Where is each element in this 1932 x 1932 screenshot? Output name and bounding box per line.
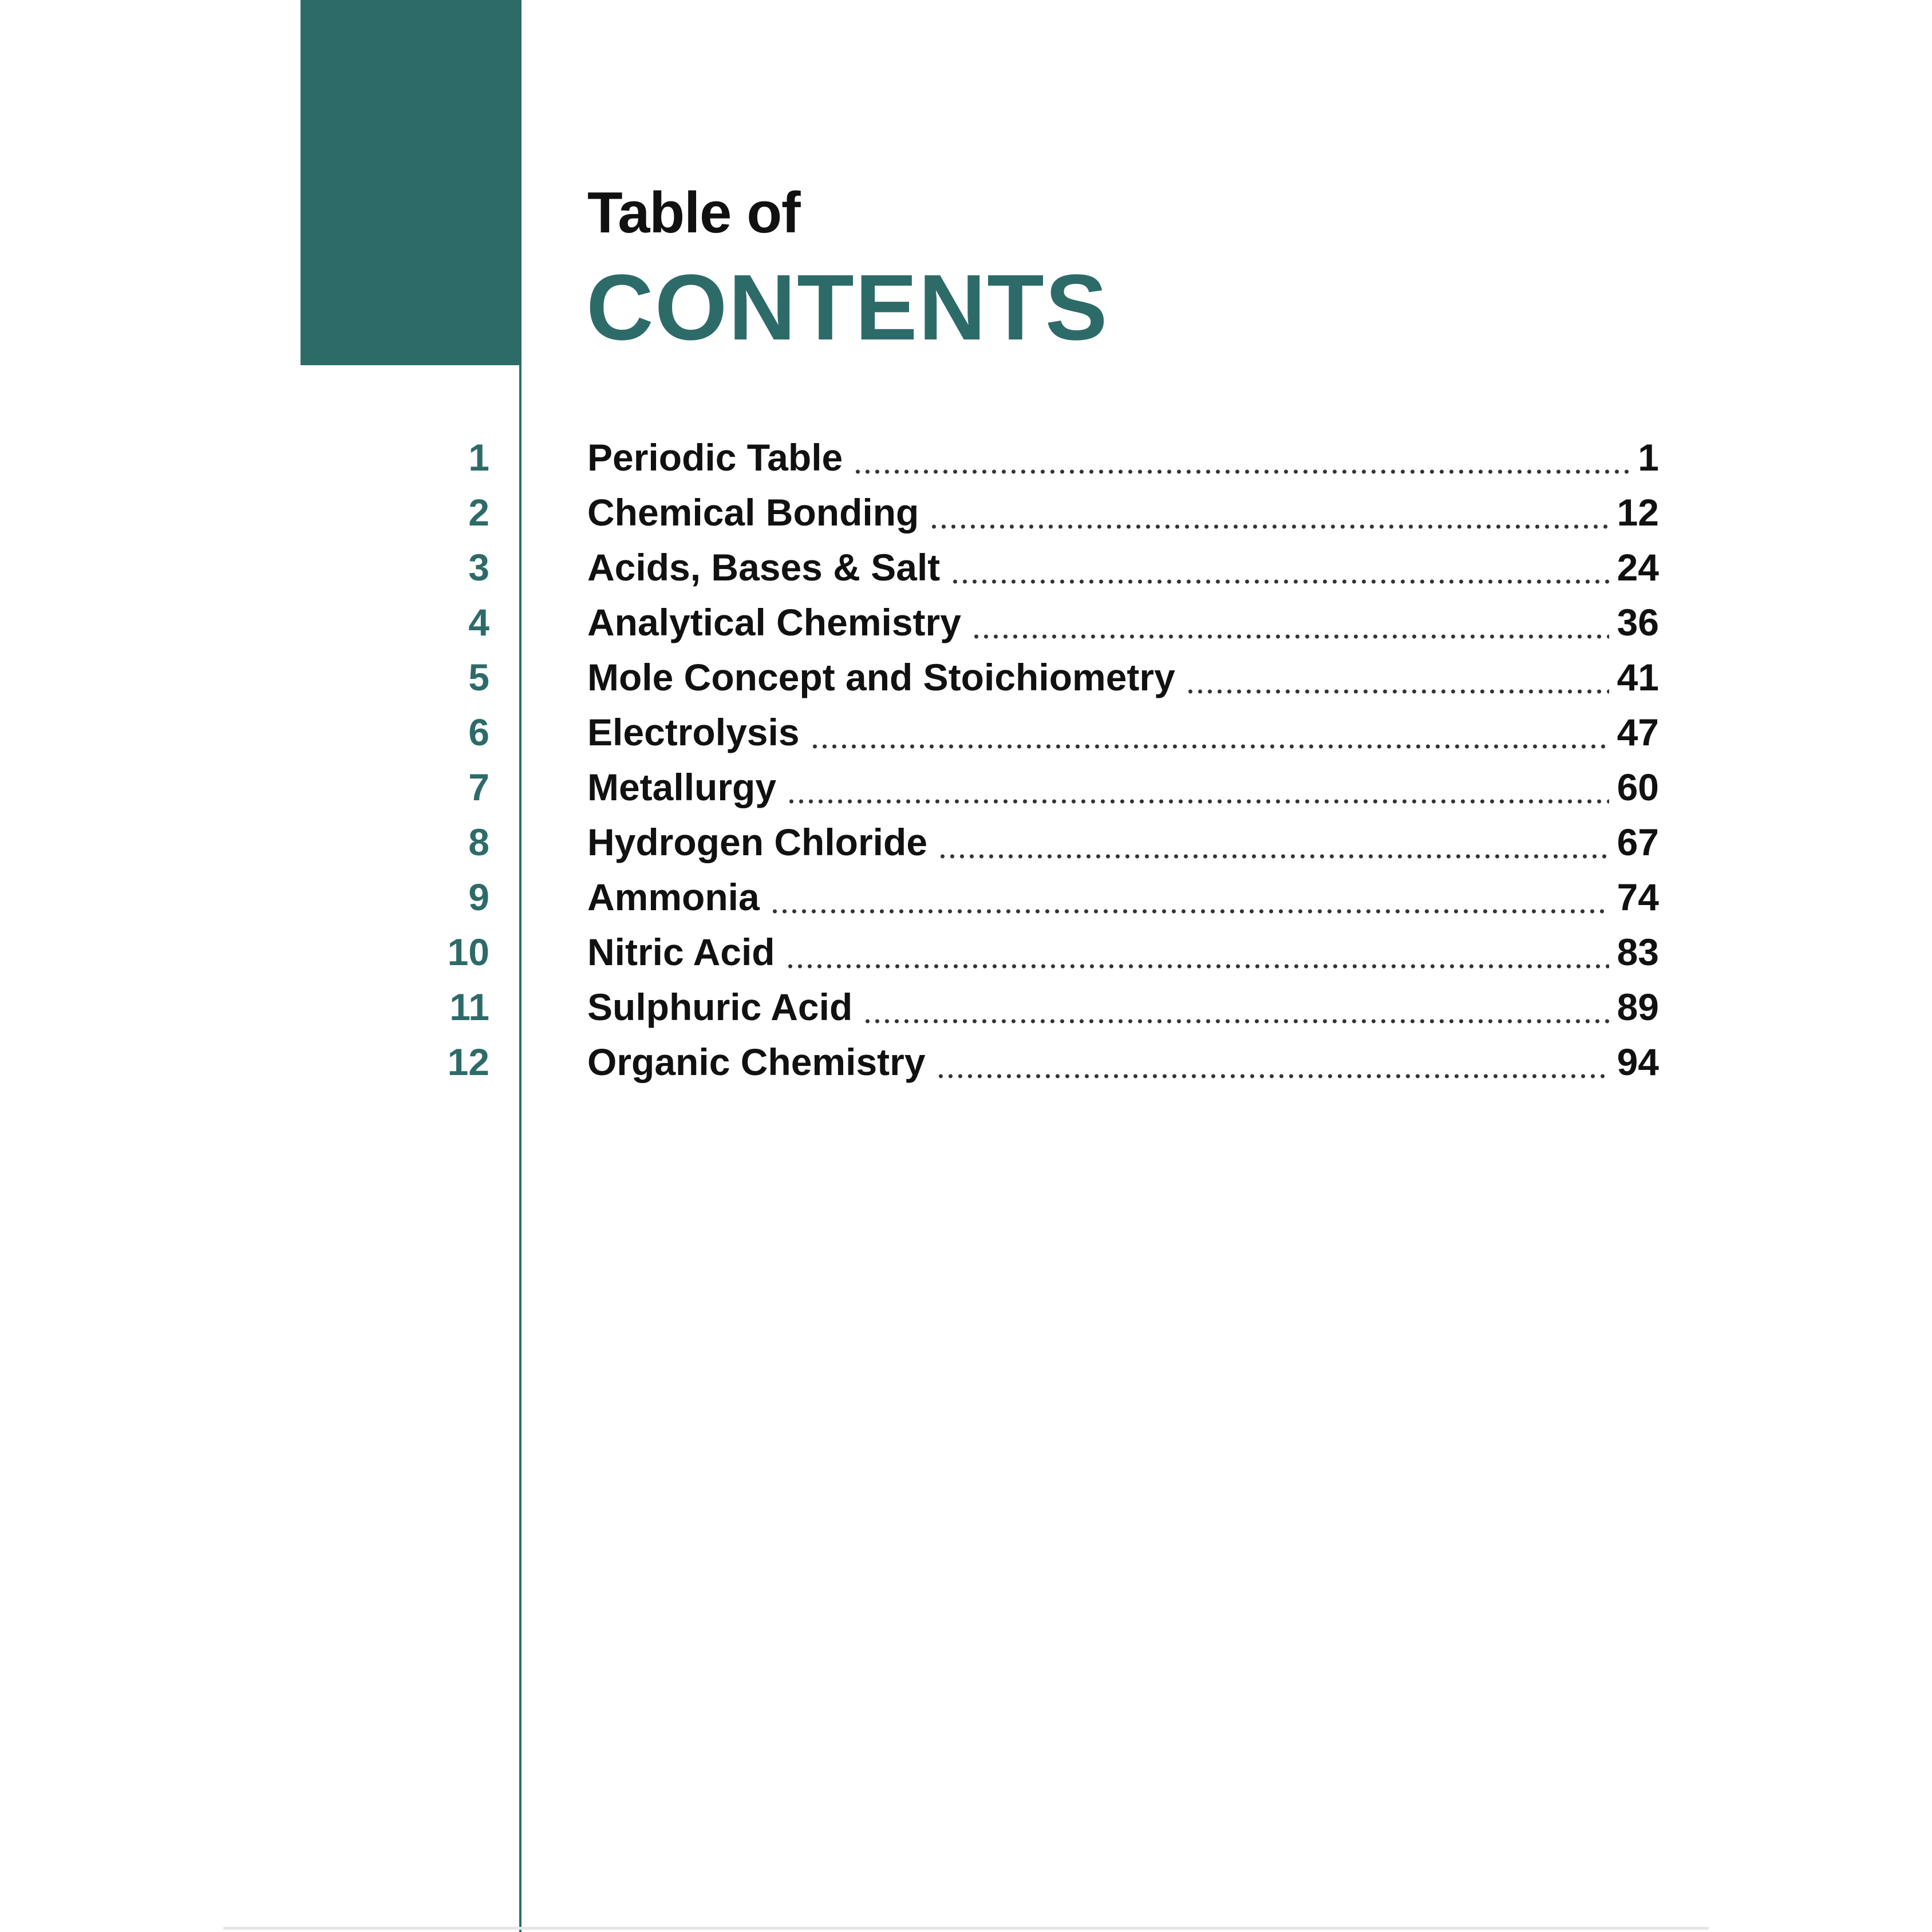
chapter-number: 2 [468,491,489,534]
page-number: 1 [1638,436,1659,479]
chapter-title: Metallurgy [587,766,777,808]
page-number: 67 [1617,821,1659,863]
toc-row[interactable] [0,658,1932,713]
chapter-title: Chemical Bonding [587,491,919,534]
page-number: 36 [1617,601,1659,643]
dot-leader [938,854,1609,859]
toc-row[interactable] [0,713,1932,768]
chapter-number: 5 [468,656,489,698]
chapter-number: 3 [468,546,489,588]
page-edge [223,1927,1709,1930]
chapter-number: 4 [468,601,489,643]
chapter-title: Acids, Bases & Salt [587,546,941,588]
chapter-number: 6 [468,711,489,753]
dot-leader [787,799,1609,804]
dot-leader [1186,689,1609,694]
page-number: 89 [1617,986,1659,1028]
chapter-number: 10 [447,931,489,973]
chapter-title: Electrolysis [587,711,800,753]
dot-leader [936,1074,1609,1078]
chapter-number: 12 [447,1041,489,1083]
dot-leader [770,909,1609,914]
toc-row[interactable] [0,438,1932,493]
toc-row[interactable] [0,1043,1932,1098]
toc-row[interactable] [0,493,1932,548]
chapter-number: 9 [468,876,489,918]
chapter-title: Nitric Acid [587,931,775,973]
chapter-number: 1 [468,436,489,479]
chapter-number: 7 [468,766,489,808]
chapter-number: 11 [449,986,489,1028]
page-number: 47 [1617,711,1659,753]
chapter-title: Hydrogen Chloride [587,821,928,863]
page-number: 12 [1617,491,1659,534]
toc-row[interactable] [0,768,1932,823]
title-prefix: Table of [587,181,800,245]
page-number: 83 [1617,931,1659,973]
dot-leader [785,964,1609,969]
dot-leader [971,634,1609,639]
chapter-title: Sulphuric Acid [587,986,853,1028]
dot-leader [929,524,1609,529]
chapter-title: Periodic Table [587,436,843,479]
page-number: 74 [1617,876,1659,918]
dot-leader [853,469,1630,474]
chapter-number: 8 [468,821,489,863]
toc-row[interactable] [0,878,1932,933]
page-number: 41 [1617,656,1659,698]
chapter-title: Mole Concept and Stoichiometry [587,656,1175,698]
chapter-title: Analytical Chemistry [587,601,961,643]
chapter-title: Organic Chemistry [587,1041,926,1083]
page-number: 60 [1617,766,1659,808]
toc-row[interactable] [0,823,1932,878]
page-number: 24 [1617,546,1659,588]
dot-leader [810,744,1609,749]
page-number: 94 [1617,1041,1659,1083]
page-title: CONTENTS [586,255,1109,359]
toc-row[interactable] [0,933,1932,988]
chapter-title: Ammonia [587,876,760,918]
toc-row[interactable] [0,603,1932,658]
dot-leader [950,579,1609,584]
toc-row[interactable] [0,988,1932,1043]
accent-block [301,0,521,365]
toc-row[interactable] [0,548,1932,603]
dot-leader [863,1019,1609,1024]
